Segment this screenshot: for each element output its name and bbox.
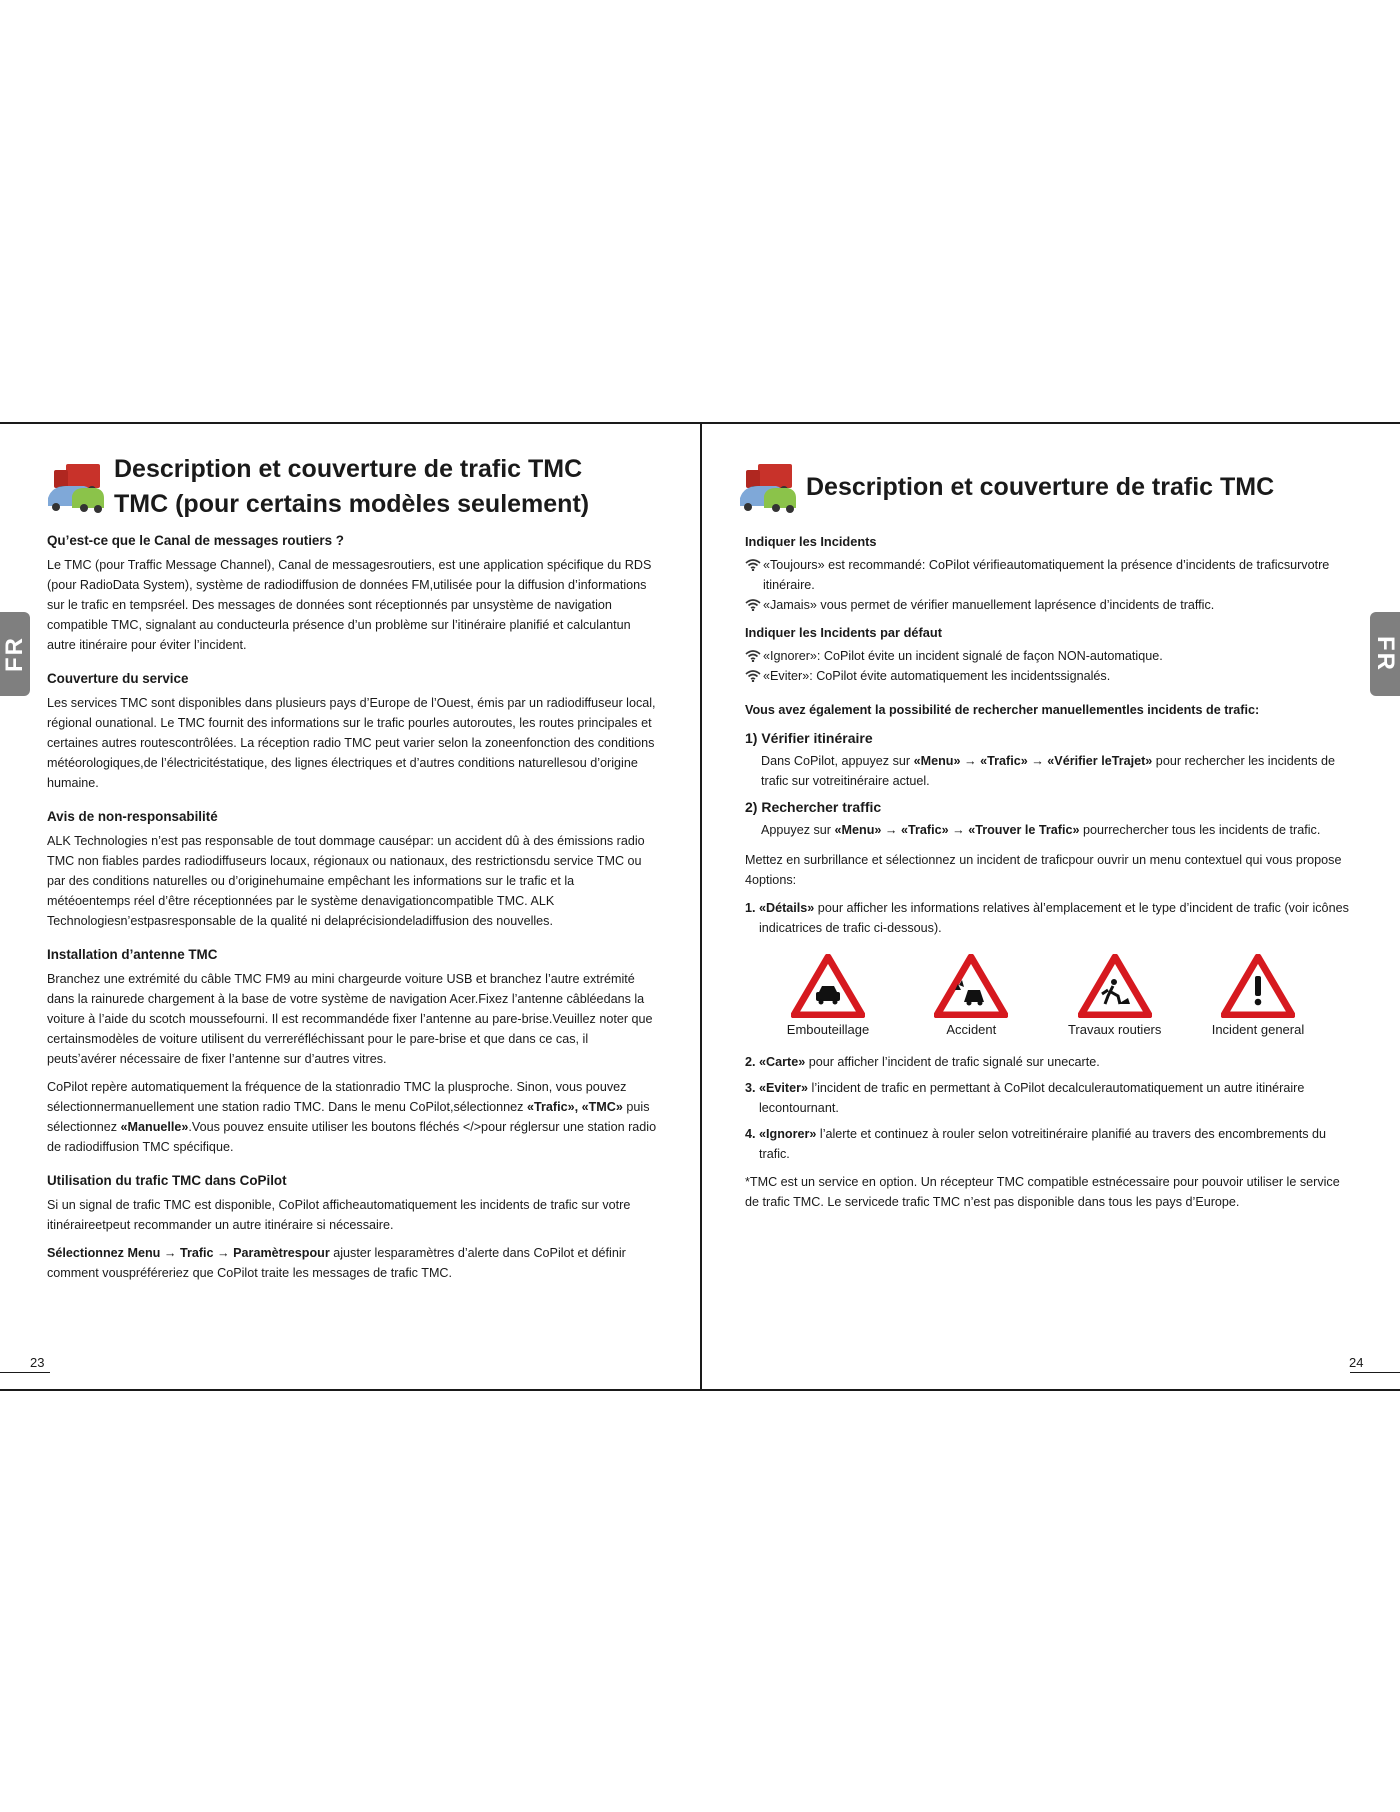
- left-title-line2: TMC (pour certains modèles seulement): [114, 490, 590, 518]
- list-item: «Ignorer»: CoPilot évite un incident signalé de façon NON-automatique.: [745, 646, 1353, 666]
- verify-route-text: Dans CoPilot, appuyez sur «Menu» → «Trafic» → «Vérifier leTrajet» pour rechercher les incidents de trafic sur votreitinéraire actuel.: [761, 754, 1336, 788]
- list-item: «Eviter»: CoPilot évite automatiquement les incidentssignalés.: [745, 666, 1353, 686]
- page-number: 23: [30, 1355, 45, 1370]
- right-page-content: [745, 532, 1353, 1220]
- left-page-content: [47, 531, 659, 1297]
- indicator-heading: Indiquer les Incidents: [745, 534, 877, 549]
- signal-icon: [745, 650, 761, 662]
- highlight-text: Mettez en surbrillance et sélectionnez un incident de traficpour ouvrir un menu contextuel qui vous propose 4options:: [745, 853, 1342, 887]
- verify-route-heading: 1) Vérifier itinéraire: [745, 730, 873, 746]
- section-body: Sélectionnez Menu → Trafic → Paramètrespour ajuster lesparamètres d’alerte dans CoPilot et définir comment vouspréféreriez que CoPilot traite les messages de trafic TMC.: [47, 1246, 626, 1280]
- page-number-rule: [1350, 1372, 1400, 1373]
- traffic-signs-row: [773, 954, 1313, 1040]
- page-number: 24: [1349, 1355, 1364, 1370]
- section-body: Si un signal de trafic TMC est disponible, CoPilot afficheautomatiquement les incidents de trafic sur votre itinéraireetpeut recommander un autre itinéraire si nécessaire.: [47, 1198, 631, 1232]
- traffic-jam-sign-icon: [791, 954, 865, 1018]
- list-item: «Toujours» est recommandé: CoPilot vérifieautomatiquement la présence d’incidents de traficsurvotre itinéraire.: [745, 555, 1353, 595]
- signal-icon: [745, 559, 761, 571]
- search-traffic-heading: 2) Rechercher traffic: [745, 799, 882, 815]
- sign-general-incident: Incident general: [1203, 954, 1313, 1040]
- right-title: Description et couverture de trafic TMC: [806, 472, 1275, 501]
- option-item: 3. «Eviter» l’incident de trafic en permettant à CoPilot decalculerautomatiquement un autre itinéraire lecontournant.: [745, 1081, 1305, 1115]
- right-page-header: [736, 458, 1274, 516]
- footnote: *TMC est un service en option. Un récepteur TMC compatible estnécessaire pour pouvoir utiliser le service de trafic TMC. Le servicede trafic TMC n’est pas disponible dans tous les pays d’Europe.: [745, 1175, 1340, 1209]
- traffic-cars-icon: [44, 458, 106, 516]
- section-heading: Couverture du service: [47, 671, 189, 686]
- page-number-rule: [0, 1372, 50, 1373]
- section-heading: Avis de non-responsabilité: [47, 809, 218, 824]
- default-heading: Indiquer les Incidents par défaut: [745, 625, 942, 640]
- manual-search-heading: Vous avez également la possibilité de rechercher manuellementles incidents de trafic:: [745, 703, 1260, 717]
- page-divider: [700, 422, 702, 1391]
- traffic-cars-icon: [736, 458, 798, 516]
- list-item: «Jamais» vous permet de vérifier manuellement laprésence d’incidents de traffic.: [745, 595, 1353, 615]
- language-tab-left: FR: [0, 612, 30, 696]
- signal-icon: [745, 670, 761, 682]
- option-item: 1. «Détails» pour afficher les informations relatives àl’emplacement et le type d’incident de trafic (voir icônes indicatrices de trafic ci-dessous).: [745, 901, 1349, 935]
- option-item: 2. «Carte» pour afficher l’incident de trafic signalé sur unecarte.: [745, 1055, 1100, 1069]
- section-heading: Installation d’antenne TMC: [47, 947, 218, 962]
- section-body: Les services TMC sont disponibles dans plusieurs pays d’Europe de l’Ouest, émis par un radiodiffuseur local, régional ounational. Le TMC fournit des informations sur le trafic pourles autoroutes, les routes principales et certaines autres routescontrôlées. La réception radio TMC peut varier selon la zoneenfonction des conditions météorologiques,de l’électricitéstatique, des lignes électriques et d’autres conditions naturellesou d’origine humaine.: [47, 696, 656, 790]
- section-heading: Qu’est-ce que le Canal de messages routiers ?: [47, 533, 344, 548]
- sign-accident: Accident: [916, 954, 1026, 1040]
- left-page-header: [44, 452, 589, 522]
- accident-sign-icon: [934, 954, 1008, 1018]
- warning-sign-icon: [1221, 954, 1295, 1018]
- language-tab-right: FR: [1370, 612, 1400, 696]
- section-body: Branchez une extrémité du câble TMC FM9 au mini chargeurde voiture USB et branchez l’autre extrémité dans la rainurede chargement à la base de votre système de navigation Acer.Fixez l’antenne câbléedans la voiture à l’aide du scotch moussefourni. Il est recommandéde fixer l’antenne au pare-brise.Veuillez noter que certainsmodèles de voiture utilisent du verreréfléchissant pour le pare-brise et que dans ce cas, il peutsʼavérer nécessaire de fixer l’antenne sur d’autres vitres.: [47, 972, 653, 1066]
- section-body: ALK Technologies n’est pas responsable de tout dommage causépar: un accident dû à des émissions radio TMC non fiables pardes radiodiffuseurs locaux, régionaux ou nationaux, des restrictionsdu service TMC ou par des conditions naturelles ou d’originehumaine empêchant les informations sur le trafic et la météoentemps réel d’être réceptionnées par le système denavigationcompatible TMC. ALK Technologiesn’estpasresponsable de la qualité ni delaprécisiondeladiffusion des nouvelles.: [47, 834, 645, 928]
- sign-traffic-jam: Embouteillage: [773, 954, 883, 1040]
- section-body: Le TMC (pour Traffic Message Channel), Canal de messagesroutiers, est une application spécifique du RDS (pour RadioData System), système de radiodiffusion de données FM,utilisée pour la diffusion d’informations sur le trafic en tempsréel. Des messages de données sont réceptionnés par unsystème de navigation compatible TMC, signalant au conducteurla présence d’un problème sur l’itinéraire planifié et calculantun autre itinéraire pour éviter l’incident.: [47, 558, 652, 652]
- signal-icon: [745, 599, 761, 611]
- section-heading: Utilisation du trafic TMC dans CoPilot: [47, 1173, 287, 1188]
- roadworks-sign-icon: [1078, 954, 1152, 1018]
- section-body: CoPilot repère automatiquement la fréquence de la stationradio TMC la plusproche. Sinon, vous pouvez sélectionnermanuellement une station radio TMC. Dans le menu CoPilot,sélectionnez «Trafic», «TMC» puis sélectionnez «Manuelle».Vous pouvez ensuite utiliser les boutons fléchés </>pour réglersur une station radio de radiodiffusion TMC spécifique.: [47, 1080, 657, 1154]
- sign-roadworks: Travaux routiers: [1060, 954, 1170, 1040]
- search-traffic-text: Appuyez sur «Menu» → «Trafic» → «Trouver le Trafic» pourrechercher tous les incidents de trafic.: [761, 823, 1321, 837]
- left-title-line1: Description et couverture de trafic TMC: [114, 455, 583, 483]
- option-item: 4. «Ignorer» l’alerte et continuez à rouler selon votreitinéraire planifié au travers des encombrements du trafic.: [745, 1127, 1327, 1161]
